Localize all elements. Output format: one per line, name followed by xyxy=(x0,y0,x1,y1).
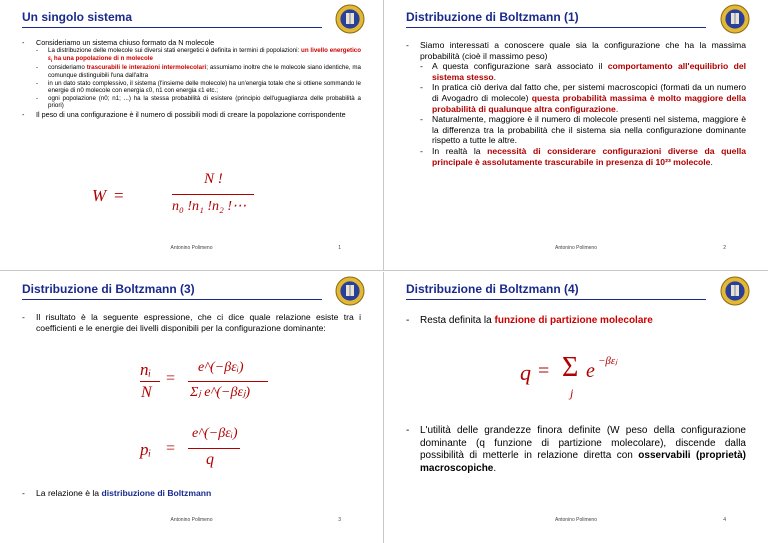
slide-title: Un singolo sistema xyxy=(22,10,133,24)
slide-3 xyxy=(0,272,384,543)
slide-1 xyxy=(0,0,384,271)
university-seal-icon xyxy=(335,4,365,34)
sub-bullet: - In pratica ciò deriva dal fatto che, per sistemi macroscopici (formati da un numero di Avogadro di molecole) questa probabilità massima è molto maggiore della probabilità di qualunque altra configurazione. xyxy=(420,82,746,114)
slide-4 xyxy=(384,272,768,543)
university-seal-icon xyxy=(720,4,750,34)
university-seal-icon xyxy=(720,276,750,306)
page-number: 1 xyxy=(338,245,341,251)
bullet: - Il risultato è la seguente espressione, che ci dice quale relazione esiste tra i coefficienti e le energie dei livelli disponibili per la configurazione dominante: xyxy=(22,312,361,333)
title-rule xyxy=(406,299,706,300)
slide-body-bottom xyxy=(22,488,361,499)
page-number: 4 xyxy=(723,517,726,523)
bullet: - Consideriamo un sistema chiuso formato da N molecole xyxy=(22,38,361,47)
bullet: - L'utilità delle grandezze finora definite (W peso della configurazione dominante (q funzione di partizione molecolare), discende dalla possibilità di metterle in relazione diretta con osservabili (proprietà) macroscopiche. xyxy=(406,425,746,475)
author-label: Antonino Polimeno xyxy=(170,517,213,523)
bullet: - Il peso di una configurazione è il numero di possibili modi di creare la popolazione corrispondente xyxy=(22,110,361,119)
sub-bullet: - La distribuzione delle molecole sui diversi stati energetici è definita in termini di popolazioni: un livello energetico $\varepsilon_i$ ha una popolazione di n molecole xyxy=(36,47,361,64)
author-label: Antonino Polimeno xyxy=(170,245,213,251)
boltzmann-formula: nᵢ N = e^(−βεᵢ) Σⱼ e^(−βεⱼ) xyxy=(140,354,270,418)
weight-formula: W = N ! n₀ !n₁ !n₂ !⋯ xyxy=(92,172,262,222)
slide-title: Distribuzione di Boltzmann (1) xyxy=(406,10,579,24)
university-seal-icon xyxy=(335,276,365,306)
sub-bullet: - In realtà la necessità di considerare configurazioni diverse da quella principale è assolutamente trascurabile in presenza di 10²³ molecole. xyxy=(420,146,746,167)
bullet: - Siamo interessati a conoscere quale sia la configurazione che ha la massima probabilità (cioè il massimo peso) xyxy=(406,40,746,61)
bullet: - La relazione è la distribuzione di Boltzmann xyxy=(22,488,361,499)
slide-title: Distribuzione di Boltzmann (3) xyxy=(22,282,195,296)
slide-title: Distribuzione di Boltzmann (4) xyxy=(406,282,579,296)
sub-bullet: - in un dato stato complessivo, il sistema (l'insieme delle molecole) ha un'energia totale che si ottiene sommando le energie di n0 molecole con energia ε0, n1 con energia ε1 etc.; xyxy=(36,80,361,95)
partition-function-formula: q = Σ j e −βεⱼ xyxy=(520,352,618,400)
title-rule xyxy=(406,27,706,28)
probability-formula: pᵢ = e^(−βεᵢ) q xyxy=(140,424,270,474)
slide-2 xyxy=(384,0,768,271)
sub-bullet: - consideriamo trascurabili le interazioni intermolecolari; assumiamo inoltre che le molecole siano identiche, ma comunque distinguibili l'una dall'altra xyxy=(36,64,361,79)
slide-body xyxy=(406,40,746,167)
title-rule xyxy=(22,27,322,28)
sub-bullet: - Naturalmente, maggiore è il numero di molecole presenti nel sistema, maggiore è la differenza tra la probabilità che il sistema sia nella configurazione dominante rispetto a tutte le altre. xyxy=(420,114,746,146)
sub-bullet: - ogni popolazione (n0; n1; ...) ha la stessa probabilità di esistere (principio dell'uguaglianza delle probabilità a priori) xyxy=(36,95,361,110)
author-label: Antonino Polimeno xyxy=(555,245,597,251)
slide-body xyxy=(22,38,361,119)
author-label: Antonino Polimeno xyxy=(555,517,597,523)
title-rule xyxy=(22,299,322,300)
page-number: 2 xyxy=(723,245,726,251)
slide-body-bottom xyxy=(406,425,746,475)
sub-bullet: - A questa configurazione sarà associato il comportamento all'equilibrio del sistema stesso. xyxy=(420,61,746,82)
bullet: - Resta definita la funzione di partizione molecolare xyxy=(406,314,746,327)
page-number: 3 xyxy=(338,517,341,523)
slide-body xyxy=(406,314,746,327)
slide-body xyxy=(22,312,361,333)
